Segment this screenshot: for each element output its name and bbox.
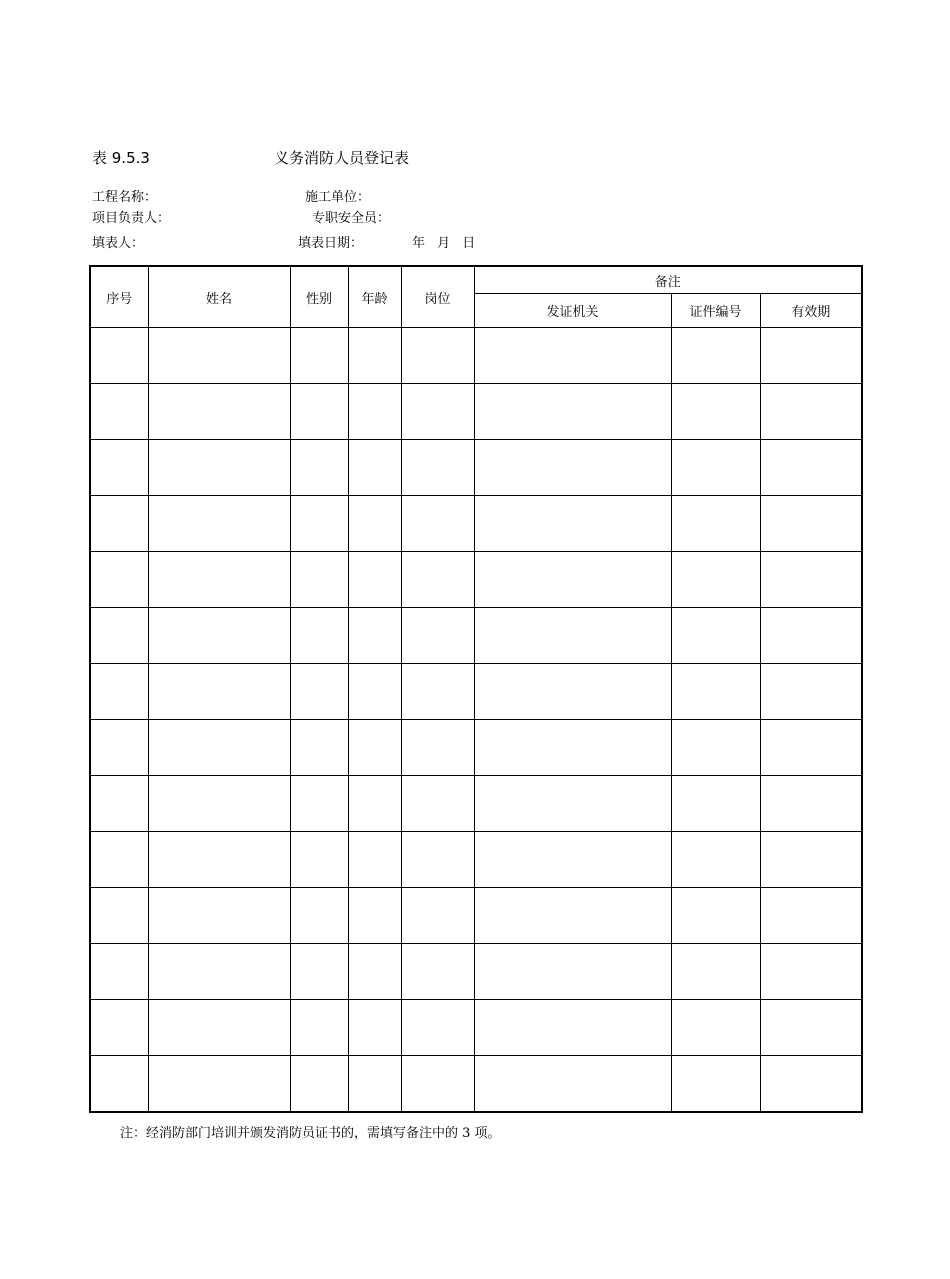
- cell[interactable]: [671, 944, 760, 1000]
- cell[interactable]: [148, 1056, 290, 1113]
- cell[interactable]: [348, 552, 401, 608]
- cell[interactable]: [290, 496, 348, 552]
- cell[interactable]: [474, 664, 671, 720]
- cell[interactable]: [290, 1000, 348, 1056]
- cell[interactable]: [401, 720, 474, 776]
- cell[interactable]: [671, 328, 760, 384]
- cell[interactable]: [671, 1056, 760, 1113]
- cell[interactable]: [760, 552, 862, 608]
- cell[interactable]: [671, 552, 760, 608]
- cell[interactable]: [148, 720, 290, 776]
- cell[interactable]: [90, 552, 148, 608]
- cell[interactable]: [760, 440, 862, 496]
- cell[interactable]: [760, 776, 862, 832]
- table-row: [90, 1000, 862, 1056]
- table-row: [90, 944, 862, 1000]
- cell[interactable]: [90, 888, 148, 944]
- cell[interactable]: [348, 328, 401, 384]
- cell[interactable]: [148, 888, 290, 944]
- cell[interactable]: [401, 888, 474, 944]
- construction-unit-label: 施工单位：: [305, 190, 371, 205]
- register-table: [89, 265, 863, 1113]
- col-name: 姓名: [148, 266, 290, 328]
- cell[interactable]: [348, 384, 401, 440]
- cell[interactable]: [401, 1000, 474, 1056]
- cell[interactable]: [671, 1000, 760, 1056]
- cell[interactable]: [474, 608, 671, 664]
- cell[interactable]: [401, 944, 474, 1000]
- cell[interactable]: [290, 888, 348, 944]
- cell[interactable]: [90, 720, 148, 776]
- cell[interactable]: [401, 664, 474, 720]
- table-row: [90, 664, 862, 720]
- cell[interactable]: [348, 832, 401, 888]
- cell[interactable]: [401, 608, 474, 664]
- col-gender: 性别: [290, 266, 348, 328]
- col-age: 年龄: [348, 266, 401, 328]
- table-row: [90, 328, 862, 384]
- cell[interactable]: [401, 440, 474, 496]
- cell[interactable]: [760, 720, 862, 776]
- table-body: [90, 328, 862, 1113]
- cell[interactable]: [474, 328, 671, 384]
- project-name-label: 工程名称：: [92, 190, 158, 205]
- cell[interactable]: [401, 496, 474, 552]
- cell[interactable]: [760, 1056, 862, 1113]
- cell[interactable]: [760, 832, 862, 888]
- footnote: 注：经消防部门培训并颁发消防员证书的，需填写备注中的 3 项。: [120, 1126, 501, 1141]
- cell[interactable]: [474, 888, 671, 944]
- cell[interactable]: [90, 440, 148, 496]
- cell[interactable]: [290, 832, 348, 888]
- cell[interactable]: [474, 944, 671, 1000]
- cell[interactable]: [290, 328, 348, 384]
- table-row: [90, 552, 862, 608]
- cell[interactable]: [90, 1056, 148, 1113]
- cell[interactable]: [290, 1056, 348, 1113]
- cell[interactable]: [671, 664, 760, 720]
- cell[interactable]: [148, 496, 290, 552]
- cell[interactable]: [760, 1000, 862, 1056]
- cell[interactable]: [760, 384, 862, 440]
- cell[interactable]: [671, 720, 760, 776]
- cell[interactable]: [671, 832, 760, 888]
- cell[interactable]: [348, 664, 401, 720]
- table-row: [90, 720, 862, 776]
- table-row: [90, 608, 862, 664]
- cell[interactable]: [290, 720, 348, 776]
- cell[interactable]: [348, 944, 401, 1000]
- cell[interactable]: [148, 552, 290, 608]
- col-remarks: 备注: [474, 266, 862, 294]
- table-row: [90, 440, 862, 496]
- cell[interactable]: [290, 664, 348, 720]
- col-issuing-authority: 发证机关: [474, 294, 671, 328]
- fill-date-label: 填表日期：: [298, 236, 364, 251]
- cell[interactable]: [474, 552, 671, 608]
- cell[interactable]: [348, 1056, 401, 1113]
- table-row: [90, 1056, 862, 1113]
- col-serial: 序号: [90, 266, 148, 328]
- cell[interactable]: [474, 440, 671, 496]
- cell[interactable]: [760, 664, 862, 720]
- col-position: 岗位: [401, 266, 474, 328]
- cell[interactable]: [290, 552, 348, 608]
- cell[interactable]: [401, 384, 474, 440]
- cell[interactable]: [760, 496, 862, 552]
- cell[interactable]: [401, 832, 474, 888]
- cell[interactable]: [474, 720, 671, 776]
- cell[interactable]: [474, 776, 671, 832]
- cell[interactable]: [148, 664, 290, 720]
- cell[interactable]: [290, 384, 348, 440]
- cell[interactable]: [348, 496, 401, 552]
- cell[interactable]: [671, 888, 760, 944]
- cell[interactable]: [671, 776, 760, 832]
- cell[interactable]: [401, 328, 474, 384]
- col-validity: 有效期: [760, 294, 862, 328]
- table-number: 表 9.5.3: [92, 149, 150, 167]
- cell[interactable]: [760, 944, 862, 1000]
- col-certificate-number: 证件编号: [671, 294, 760, 328]
- cell[interactable]: [90, 944, 148, 1000]
- cell[interactable]: [90, 328, 148, 384]
- cell[interactable]: [401, 1056, 474, 1113]
- cell[interactable]: [348, 888, 401, 944]
- safety-officer-label: 专职安全员：: [312, 211, 391, 226]
- cell[interactable]: [290, 440, 348, 496]
- cell[interactable]: [90, 832, 148, 888]
- cell[interactable]: [474, 1000, 671, 1056]
- date-units: 年 月 日: [412, 236, 476, 251]
- cell[interactable]: [401, 552, 474, 608]
- cell[interactable]: [348, 440, 401, 496]
- table-row: [90, 384, 862, 440]
- cell[interactable]: [348, 1000, 401, 1056]
- table-row: [90, 496, 862, 552]
- cell[interactable]: [348, 720, 401, 776]
- cell[interactable]: [90, 776, 148, 832]
- cell[interactable]: [401, 776, 474, 832]
- cell[interactable]: [348, 608, 401, 664]
- cell[interactable]: [348, 776, 401, 832]
- cell[interactable]: [148, 776, 290, 832]
- cell[interactable]: [671, 496, 760, 552]
- table-row: [90, 776, 862, 832]
- cell[interactable]: [474, 496, 671, 552]
- cell[interactable]: [90, 496, 148, 552]
- cell[interactable]: [148, 328, 290, 384]
- cell[interactable]: [148, 1000, 290, 1056]
- title-row: [92, 147, 592, 169]
- form-title: 义务消防人员登记表: [274, 149, 410, 167]
- cell[interactable]: [290, 776, 348, 832]
- cell[interactable]: [148, 832, 290, 888]
- cell[interactable]: [90, 384, 148, 440]
- cell[interactable]: [760, 328, 862, 384]
- table-row: [90, 888, 862, 944]
- cell[interactable]: [148, 440, 290, 496]
- cell[interactable]: [760, 608, 862, 664]
- cell[interactable]: [760, 888, 862, 944]
- cell[interactable]: [671, 608, 760, 664]
- cell[interactable]: [474, 384, 671, 440]
- cell[interactable]: [148, 608, 290, 664]
- cell[interactable]: [671, 384, 760, 440]
- table-row: [90, 832, 862, 888]
- cell[interactable]: [474, 832, 671, 888]
- cell[interactable]: [474, 1056, 671, 1113]
- project-leader-label: 项目负责人：: [92, 211, 171, 226]
- cell[interactable]: [290, 608, 348, 664]
- cell[interactable]: [90, 608, 148, 664]
- cell[interactable]: [148, 944, 290, 1000]
- filler-label: 填表人：: [92, 236, 145, 251]
- cell[interactable]: [148, 384, 290, 440]
- cell[interactable]: [90, 1000, 148, 1056]
- cell[interactable]: [90, 664, 148, 720]
- cell[interactable]: [290, 944, 348, 1000]
- cell[interactable]: [671, 440, 760, 496]
